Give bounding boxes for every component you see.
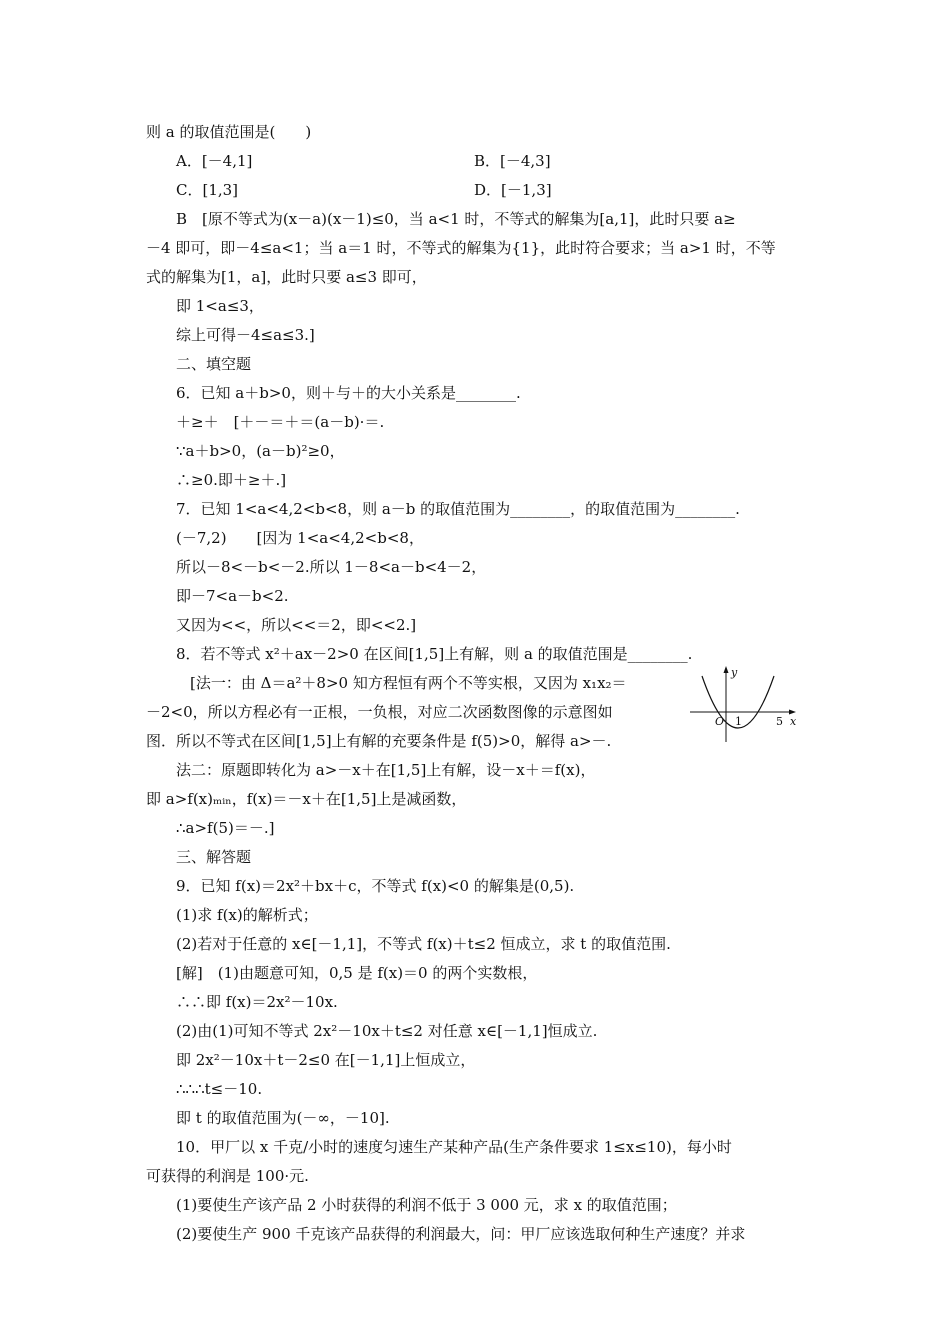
answer-9-line: 即 t 的取值范围为(－∞，－10]. [176, 1109, 390, 1127]
question-8-stem: 8．若不等式 x²＋ax－2>0 在区间[1,5]上有解，则 a 的取值范围是________. [176, 645, 693, 663]
answer-7-line: (－7,2) [因为 1<a<4,2<b<8， [176, 529, 424, 547]
question-10-stem: 可获得的利润是 100·元. [146, 1167, 309, 1185]
answer-6-line: ＋≥＋ [＋－＝＋＝(a－b)·＝. [176, 413, 385, 431]
answer-5-line: －4 即可，即－4≤a<1；当 a＝1 时，不等式的解集为{1}，此时符合要求；当 a>1 时，不等 [146, 239, 776, 257]
answer-5-line: 式的解集为[1，a]，此时只要 a≤3 即可， [146, 268, 427, 286]
x-axis-label: x [790, 715, 797, 728]
answer-8-line: －2<0，所以方程必有一正根，一负根，对应二次函数图像的示意图如 [146, 703, 613, 721]
answer-7-line: 又因为<<，所以<<＝2，即<<2.] [176, 616, 417, 634]
question-9-part-2: (2)若对于任意的 x∈[－1,1]，不等式 f(x)＋t≤2 恒成立，求 t 的取值范围. [176, 935, 671, 953]
answer-9-line: ∴∴∴t≤－10. [176, 1080, 263, 1098]
answer-5-line: B [原不等式为(x－a)(x－1)≤0，当 a<1 时，不等式的解集为[a,1]，此时只要 a≥ [176, 210, 736, 228]
question-10-part-1: (1)要使生产该产品 2 小时获得的利润不低于 3 000 元，求 x 的取值范围； [176, 1196, 677, 1214]
answer-7-line: 即－7<a－b<2. [176, 587, 289, 605]
origin-label: O [715, 715, 725, 728]
answer-9-line: (2)由(1)可知不等式 2x²－10x＋t≤2 对任意 x∈[－1,1]恒成立. [176, 1022, 598, 1040]
option-c: C．[1,3] [176, 181, 239, 199]
y-axis-arrow [724, 666, 729, 673]
answer-5-line: 即 1<a≤3， [176, 297, 264, 315]
options-row-1 [146, 147, 810, 176]
y-axis-label: y [731, 666, 738, 679]
tick-label-5: 5 [776, 715, 783, 728]
answer-6-line: ∵a＋b>0，(a－b)²≥0， [176, 442, 345, 460]
answer-8-line: ∴a>f(5)＝－.] [176, 819, 275, 837]
option-d: D．[－1,3] [474, 181, 552, 199]
question-9-stem: 9．已知 f(x)＝2x²＋bx＋c，不等式 f(x)<0 的解集是(0,5). [176, 877, 575, 895]
answer-9-line: [解] (1)由题意可知，0,5 是 f(x)＝0 的两个实数根， [176, 964, 538, 982]
answer-5-line: 综上可得－4≤a≤3.] [176, 326, 315, 344]
parabola-sketch [688, 662, 798, 744]
question-10-part-2: (2)要使生产 900 千克该产品获得的利润最大，问：甲厂应该选取何种生产速度？并求 [176, 1225, 746, 1243]
answer-8-line: [法一：由 Δ＝a²＋8>0 知方程恒有两个不等实根，又因为 x₁x₂＝ [190, 674, 627, 692]
question-7-stem: 7．已知 1<a<4,2<b<8，则 a－b 的取值范围为________，的取值范围为________. [176, 500, 740, 518]
answer-7-line: 所以－8<－b<－2.所以 1－8<a－b<4－2， [176, 558, 487, 576]
answer-8-line: 法二：原题即转化为 a>－x＋在[1,5]上有解，设－x＋＝f(x)， [176, 761, 596, 779]
option-b: B．[－4,3] [474, 152, 551, 170]
x-axis-arrow [789, 710, 796, 715]
answer-9-line: ∴∴即 f(x)＝2x²－10x. [176, 993, 338, 1011]
question-9-part-1: (1)求 f(x)的解析式； [176, 906, 318, 924]
section-heading-fill-in: 二、填空题 [176, 355, 252, 373]
answer-9-line: 即 2x²－10x＋t－2≤0 在[－1,1]上恒成立， [176, 1051, 476, 1069]
options-row-2 [146, 176, 810, 205]
question-6-stem: 6．已知 a＋b>0，则＋与＋的大小关系是________. [176, 384, 521, 402]
section-heading-solutions: 三、解答题 [176, 848, 252, 866]
answer-8-line: 即 a>f(x)ₘᵢₙ，f(x)＝－x＋在[1,5]上是减函数， [146, 790, 467, 808]
answer-8-line: 图．所以不等式在区间[1,5]上有解的充要条件是 f(5)>0，解得 a>－. [146, 732, 612, 750]
tick-label-1: 1 [735, 715, 742, 728]
answer-6-line: ∴≥0.即＋≥＋.] [176, 471, 287, 489]
question-5-stem: 则 a 的取值范围是( ) [146, 123, 312, 141]
question-10-stem: 10．甲厂以 x 千克/小时的速度匀速生产某种产品(生产条件要求 1≤x≤10)，每小时 [176, 1138, 732, 1156]
option-a: A．[－4,1] [176, 152, 253, 170]
